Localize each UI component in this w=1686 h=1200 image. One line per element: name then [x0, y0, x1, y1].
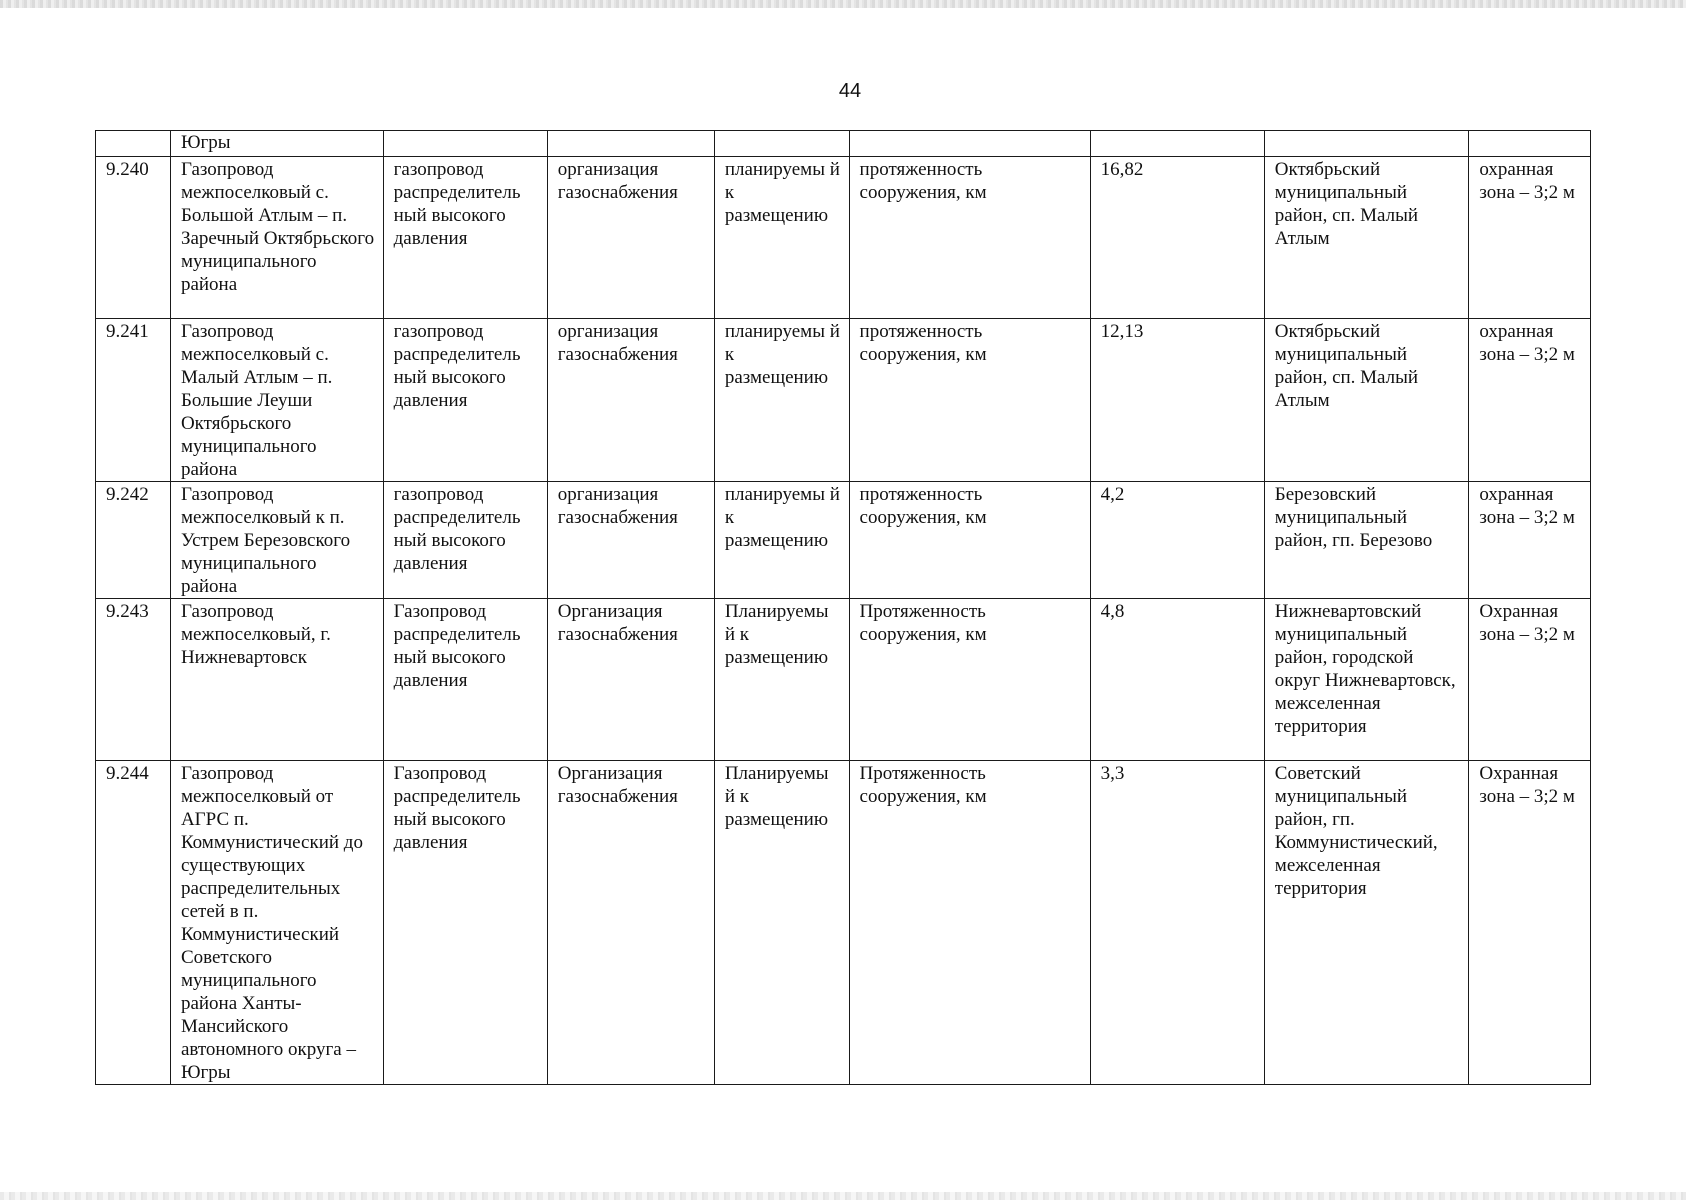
cell-value: 4,8 [1090, 599, 1264, 761]
cell-location: Советский муниципальный район, гп. Коммунистический, межселенная территория [1264, 761, 1469, 1085]
cell-location: Березовский муниципальный район, гп. Березово [1264, 482, 1469, 599]
cell-location: Октябрьский муниципальный район, сп. Малый Атлым [1264, 157, 1469, 319]
cell-zone: Охранная зона – 3;2 м [1469, 599, 1591, 761]
cell-purpose: организация газоснабжения [547, 482, 714, 599]
cell-num: 9.242 [96, 482, 171, 599]
cell-value [1090, 131, 1264, 157]
cell-status: планируемы й к размещению [714, 482, 849, 599]
table-row-continuation [96, 131, 1591, 157]
cell-num: 9.244 [96, 761, 171, 1085]
cell-location: Октябрьский муниципальный район, сп. Малый Атлым [1264, 319, 1469, 482]
cell-characteristic: Протяженность сооружения, км [849, 761, 1090, 1085]
cell-type: газопровод распределитель ный высокого давления [383, 482, 547, 599]
cell-characteristic: протяженность сооружения, км [849, 157, 1090, 319]
cell-characteristic: протяженность сооружения, км [849, 482, 1090, 599]
cell-type: Газопровод распределитель ный высокого давления [383, 761, 547, 1085]
cell-type [383, 131, 547, 157]
scan-edge-top [0, 0, 1686, 8]
cell-purpose: организация газоснабжения [547, 157, 714, 319]
cell-num: 9.240 [96, 157, 171, 319]
cell-zone: охранная зона – 3;2 м [1469, 157, 1591, 319]
cell-name: Газопровод межпоселковый к п. Устрем Березовского муниципального района [170, 482, 383, 599]
cell-location [1264, 131, 1469, 157]
cell-location: Нижневартовский муниципальный район, городской округ Нижневартовск, межселенная территория [1264, 599, 1469, 761]
cell-characteristic: Протяженность сооружения, км [849, 599, 1090, 761]
cell-characteristic [849, 131, 1090, 157]
cell-type: Газопровод распределитель ный высокого давления [383, 599, 547, 761]
cell-name: Югры [170, 131, 383, 157]
cell-status [714, 131, 849, 157]
cell-status: Планируемы й к размещению [714, 761, 849, 1085]
table-row [96, 157, 1591, 319]
cell-status: планируемы й к размещению [714, 319, 849, 482]
table-row [96, 599, 1591, 761]
scan-edge-bottom [0, 1192, 1686, 1200]
cell-value: 16,82 [1090, 157, 1264, 319]
cell-type: газопровод распределитель ный высокого давления [383, 319, 547, 482]
cell-name: Газопровод межпоселковый с. Малый Атлым – п. Большие Леуши Октябрьского муниципального района [170, 319, 383, 482]
page-number: 44 [838, 80, 862, 102]
cell-purpose [547, 131, 714, 157]
cell-characteristic: протяженность сооружения, км [849, 319, 1090, 482]
table-row [96, 319, 1591, 482]
cell-type: газопровод распределитель ный высокого давления [383, 157, 547, 319]
cell-zone: Охранная зона – 3;2 м [1469, 761, 1591, 1085]
cell-zone [1469, 131, 1591, 157]
cell-value: 12,13 [1090, 319, 1264, 482]
table-row [96, 482, 1591, 599]
cell-num: 9.241 [96, 319, 171, 482]
cell-name: Газопровод межпоселковый с. Большой Атлым – п. Заречный Октябрьского муниципального района [170, 157, 383, 319]
cell-status: планируемы й к размещению [714, 157, 849, 319]
objects-table [95, 130, 1591, 1085]
cell-num [96, 131, 171, 157]
cell-name: Газопровод межпоселковый от АГРС п. Коммунистический до существующих распределительных сетей в п. Коммунистический Советского муниципального района Ханты-Мансийского автономного округа – Югры [170, 761, 383, 1085]
cell-zone: охранная зона – 3;2 м [1469, 319, 1591, 482]
cell-purpose: организация газоснабжения [547, 319, 714, 482]
cell-name: Газопровод межпоселковый, г. Нижневартовск [170, 599, 383, 761]
cell-value: 4,2 [1090, 482, 1264, 599]
cell-purpose: Организация газоснабжения [547, 761, 714, 1085]
cell-zone: охранная зона – 3;2 м [1469, 482, 1591, 599]
cell-status: Планируемы й к размещению [714, 599, 849, 761]
cell-purpose: Организация газоснабжения [547, 599, 714, 761]
cell-num: 9.243 [96, 599, 171, 761]
table-row [96, 761, 1591, 1085]
cell-value: 3,3 [1090, 761, 1264, 1085]
